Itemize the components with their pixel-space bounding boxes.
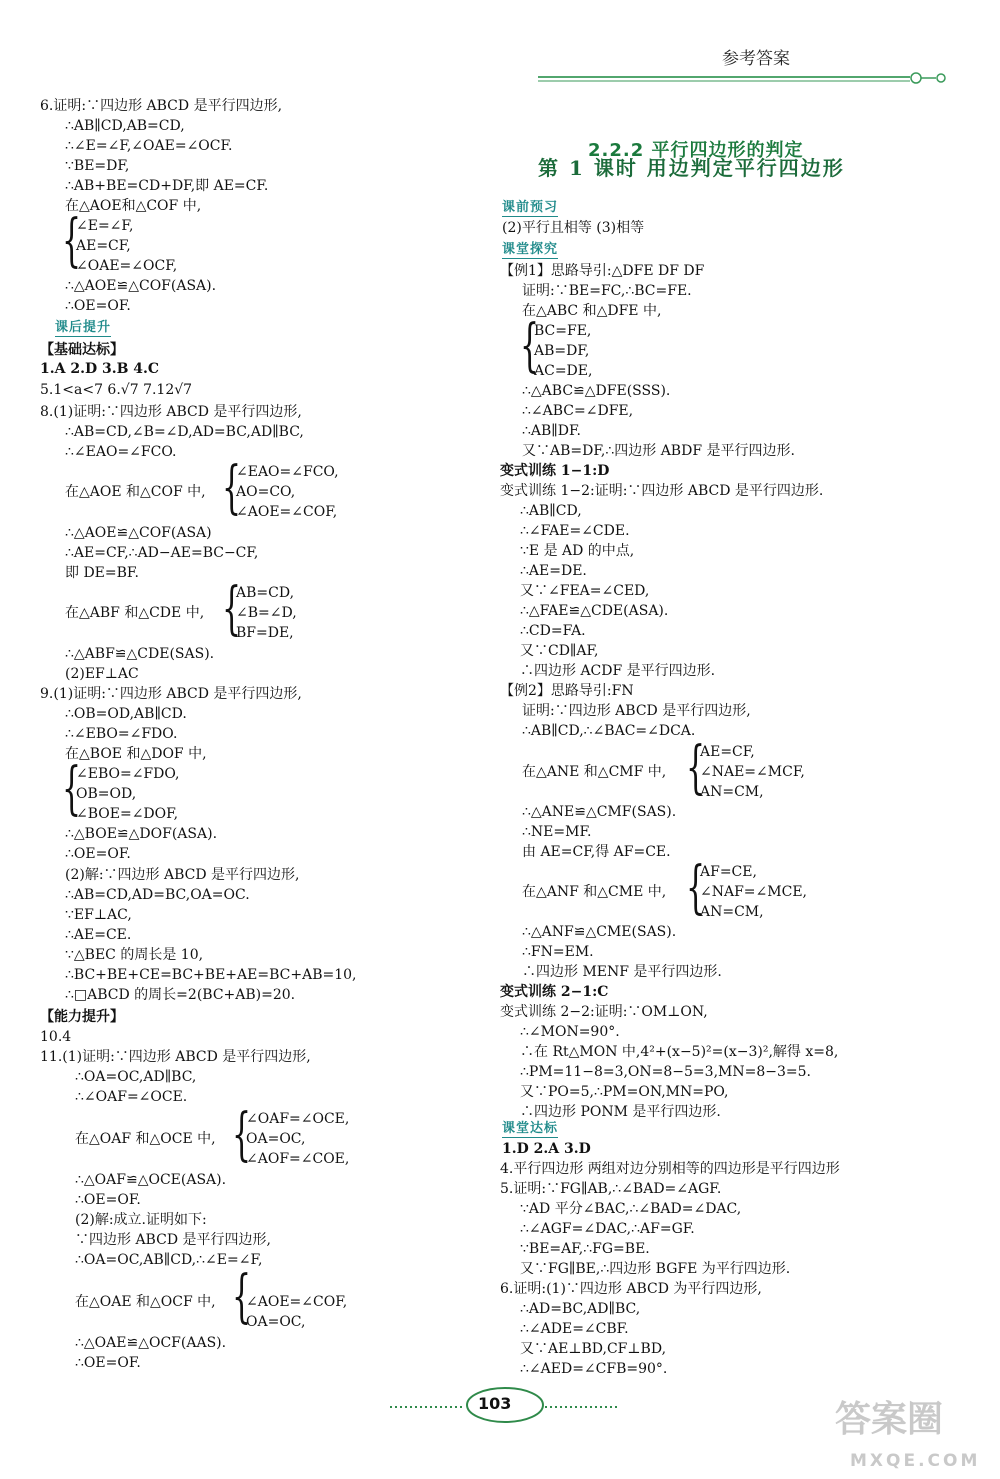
text-line: 【例1】思路导引:△DFE DF DF: [500, 263, 705, 279]
text-line: 又∵CD∥AF,: [520, 643, 599, 659]
text-line: 由 AE=CF,得 AF=CE.: [522, 844, 671, 860]
text-line: 1.A 2.D 3.B 4.C: [40, 361, 160, 377]
text-line: ∵EF⊥AC,: [65, 907, 132, 923]
text-line: 又∵FG∥BE,∴四边形 BGFE 为平行四边形.: [520, 1261, 791, 1277]
text-line: ∴OB=OD,AB∥CD.: [65, 706, 187, 722]
text-line: ∴CD=FA.: [520, 623, 586, 639]
left-column: [0, 0, 490, 1479]
text-line: ∵BE=DF,: [65, 158, 130, 174]
text-line: AE=CF,: [76, 238, 131, 254]
text-line: 在△ANF 和△CME 中,: [522, 884, 667, 900]
text-line: 在△OAE 和△OCF 中,: [75, 1294, 216, 1310]
lesson-title: 第 1 课时 用边判定平行四边形: [538, 156, 845, 180]
text-line: (2)平行且相等 (3)相等: [502, 220, 645, 236]
text-line: ∴∠E=∠F,∠OAE=∠OCF.: [65, 138, 233, 154]
text-line: ∠EBO=∠FDO,: [76, 766, 180, 782]
text-line: ∴∠FAE=∠CDE.: [520, 523, 630, 539]
text-line: ∠NAF=∠MCE,: [700, 884, 807, 900]
text-line: ∴四边形 PONM 是平行四边形.: [520, 1104, 721, 1120]
text-line: 在△ABF 和△CDE 中,: [65, 605, 205, 621]
watermark-url: MXQE.COM: [850, 1451, 981, 1471]
text-line: AE=CF,: [700, 744, 755, 760]
text-line: AN=CM,: [700, 784, 764, 800]
text-line: ∠AOF=∠COE,: [246, 1151, 350, 1167]
page-number: 103: [478, 1394, 512, 1413]
text-line: 变式训练 1−2:证明:∵四边形 ABCD 是平行四边形.: [500, 483, 824, 499]
text-line: ∴∠EBO=∠FDO.: [65, 726, 178, 742]
text-line: 在△ABC 和△DFE 中,: [522, 303, 662, 319]
brace: {: [232, 1102, 252, 1169]
text-line: 变式训练 2−1:C: [500, 984, 609, 1000]
text-line: 即 DE=BF.: [65, 565, 139, 581]
text-line: ∴AE=DE.: [520, 563, 587, 579]
text-line: ∴∠AED=∠CFB=90°.: [520, 1361, 668, 1377]
text-line: BC=FE,: [534, 323, 592, 339]
text-line: ∵四边形 ABCD 是平行四边形,: [75, 1232, 271, 1248]
brace: {: [62, 208, 82, 275]
text-line: ∴OE=OF.: [75, 1355, 141, 1371]
text-line: ∠AOE=∠COF,: [236, 504, 338, 520]
text-line: 变式训练 1−1:D: [500, 463, 610, 479]
text-line: ∴AB+BE=CD+DF,即 AE=CF.: [65, 178, 269, 194]
text-line: ∠EAO=∠FCO,: [236, 464, 339, 480]
text-line: ∠NAE=∠MCF,: [700, 764, 805, 780]
text-line: ∴AE=CE.: [65, 927, 132, 943]
text-line: 证明:∵BE=FC,∴BC=FE.: [522, 283, 692, 299]
text-line: ∵AD 平分∠BAC,∴∠BAD=∠DAC,: [520, 1201, 742, 1217]
text-line: 又∵AE⊥BD,CF⊥BD,: [520, 1341, 667, 1357]
text-line: ∴△ANF≌△CME(SAS).: [522, 924, 677, 940]
text-line: ∵E 是 AD 的中点,: [520, 543, 635, 559]
text-line: ∴AB=CD,AD=BC,OA=OC.: [65, 887, 250, 903]
text-line: ∴△ANE≌△CMF(SAS).: [522, 804, 677, 820]
text-line: (2)EF⊥AC: [65, 666, 139, 682]
text-line: ∵BE=AF,∴FG=BE.: [520, 1241, 650, 1257]
text-line: 在△AOE 和△COF 中,: [65, 484, 206, 500]
text-line: 在△OAF 和△OCE 中,: [75, 1131, 216, 1147]
section-title: 2.2.2 平行四边形的判定: [588, 140, 804, 161]
text-line: AF=CE,: [700, 864, 757, 880]
text-line: ∴∠ADE=∠CBF.: [520, 1321, 629, 1337]
text-line: ∴PM=11−8=3,ON=8−5=3,MN=8−3=5.: [520, 1064, 811, 1080]
brace: {: [222, 576, 242, 643]
text-line: ∴OE=OF.: [75, 1192, 141, 1208]
brace: {: [520, 313, 540, 380]
text-line: 变式训练 2−2:证明:∵OM⊥ON,: [500, 1004, 708, 1020]
text-line: ∴BC+BE+CE=BC+BE+AE=BC+AB=10,: [65, 967, 357, 983]
text-line: ∠OAF=∠OCE,: [246, 1111, 350, 1127]
text-line: ∴OA=OC,AB∥CD,∴∠E=∠F,: [75, 1252, 263, 1268]
text-line: ∠E=∠F,: [76, 218, 134, 234]
text-line: 1.D 2.A 3.D: [502, 1141, 591, 1157]
brace: {: [686, 855, 706, 922]
text-line: 6.证明:(1)∵四边形 ABCD 为平行四边形,: [500, 1281, 762, 1297]
text-line: 在△AOE和△COF 中,: [65, 198, 202, 214]
text-line: ∴NE=MF.: [522, 824, 592, 840]
text-line: ∴∠MON=90°.: [520, 1024, 620, 1040]
text-line: 又∵∠FEA=∠CED,: [520, 583, 650, 599]
text-line: ∴∠EAO=∠FCO.: [65, 444, 177, 460]
text-line: AN=CM,: [700, 904, 764, 920]
text-line: ∠OAE=∠OCF,: [76, 258, 178, 274]
text-line: 又∵AB=DF,∴四边形 ABDF 是平行四边形.: [522, 443, 795, 459]
text-line: ∴AB=CD,∠B=∠D,AD=BC,AD∥BC,: [65, 424, 304, 440]
text-line: ∴△FAE≌△CDE(ASA).: [520, 603, 669, 619]
text-line: ∴△AOE≌△COF(ASA): [65, 525, 212, 541]
text-line: 9.(1)证明:∵四边形 ABCD 是平行四边形,: [40, 686, 302, 702]
text-line: ∴在 Rt△MON 中,4²+(x−5)²=(x−3)²,解得 x=8,: [520, 1044, 839, 1060]
text-line: 在△BOE 和△DOF 中,: [65, 746, 207, 762]
section-heading: 课后提升: [55, 320, 112, 335]
text-line: 证明:∵四边形 ABCD 是平行四边形,: [522, 703, 751, 719]
text-line: ∠B=∠D,: [236, 605, 297, 621]
text-line: ∴△ABC≌△DFE(SSS).: [522, 383, 671, 399]
watermark-logo: 答案圈: [835, 1399, 944, 1440]
brace: {: [62, 756, 82, 823]
text-line: ∴AB∥CD,AB=CD,: [65, 118, 185, 134]
right-column: [490, 0, 1000, 1479]
subsection-heading: 【基础达标】: [40, 342, 124, 358]
text-line: ∴△BOE≌△DOF(ASA).: [65, 826, 218, 842]
text-line: ∴AB∥DF.: [522, 423, 581, 439]
text-line: (2)解:成立.证明如下:: [75, 1212, 207, 1228]
text-line: ∴∠OAF=∠OCE.: [75, 1089, 188, 1105]
brace: {: [686, 735, 706, 802]
text-line: OB=OD,: [76, 786, 137, 802]
text-line: ∵△BEC 的周长是 10,: [65, 947, 204, 963]
text-line: 4.平行四边形 两组对边分别相等的四边形是平行四边形: [500, 1161, 840, 1177]
text-line: (2)解:∵四边形 ABCD 是平行四边形,: [65, 867, 300, 883]
text-line: ∴四边形 MENF 是平行四边形.: [522, 964, 722, 980]
text-line: OA=OC,: [246, 1131, 306, 1147]
text-line: ∴△AOE≌△COF(ASA).: [65, 278, 217, 294]
subsection-heading: 【能力提升】: [40, 1009, 124, 1025]
text-line: AO=CO,: [236, 484, 296, 500]
text-line: ∴OE=OF.: [65, 846, 131, 862]
text-line: ∴△ABF≌△CDE(SAS).: [65, 646, 215, 662]
text-line: OA=OC,: [246, 1314, 306, 1330]
header-title: 参考答案: [722, 49, 790, 69]
text-line: BF=DE,: [236, 625, 294, 641]
text-line: ∴FN=EM.: [522, 944, 594, 960]
text-line: ∴OE=OF.: [65, 298, 131, 314]
text-line: ∴OA=OC,AD∥BC,: [75, 1069, 197, 1085]
section-heading: 课堂达标: [502, 1121, 559, 1136]
text-line: 11.(1)证明:∵四边形 ABCD 是平行四边形,: [40, 1049, 311, 1065]
section-heading: 课堂探究: [502, 242, 559, 257]
text-line: ∴∠ABC=∠DFE,: [522, 403, 634, 419]
text-line: ∴△OAF≌△OCE(ASA).: [75, 1172, 227, 1188]
text-line: ∴△OAE≌△OCF(AAS).: [75, 1335, 227, 1351]
text-line: 8.(1)证明:∵四边形 ABCD 是平行四边形,: [40, 404, 302, 420]
text-line: ∴∠AGF=∠DAC,∴AF=GF.: [520, 1221, 695, 1237]
text-line: AC=DE,: [534, 363, 593, 379]
text-line: ∴AE=CF,∴AD−AE=BC−CF,: [65, 545, 259, 561]
text-line: ∠AOE=∠COF,: [246, 1294, 348, 1310]
text-line: 又∵PO=5,∴PM=ON,MN=PO,: [520, 1084, 729, 1100]
text-line: ∴AB∥CD,∴∠BAC=∠DCA.: [522, 723, 696, 739]
text-line: 6.证明:∵四边形 ABCD 是平行四边形,: [40, 98, 283, 114]
text-line: ∴AD=BC,AD∥BC,: [520, 1301, 641, 1317]
text-line: ∴四边形 ACDF 是平行四边形.: [520, 663, 716, 679]
brace: {: [232, 1264, 252, 1331]
text-line: 在△ANE 和△CMF 中,: [522, 764, 667, 780]
text-line: ∴□ABCD 的周长=2(BC+AB)=20.: [65, 987, 296, 1003]
text-line: 5.证明:∵FG∥AB,∴∠BAD=∠AGF.: [500, 1181, 722, 1197]
text-line: ∴AB∥CD,: [520, 503, 582, 519]
text-line: 5.1<a<7 6.√7 7.12√7: [40, 382, 193, 398]
text-line: 10.4: [40, 1029, 72, 1045]
section-heading: 课前预习: [502, 200, 559, 215]
text-line: 【例2】思路导引:FN: [500, 683, 634, 699]
text-line: AB=CD,: [236, 585, 295, 601]
brace: {: [222, 455, 242, 522]
text-line: ∠BOE=∠DOF,: [76, 806, 179, 822]
text-line: AB=DF,: [534, 343, 590, 359]
